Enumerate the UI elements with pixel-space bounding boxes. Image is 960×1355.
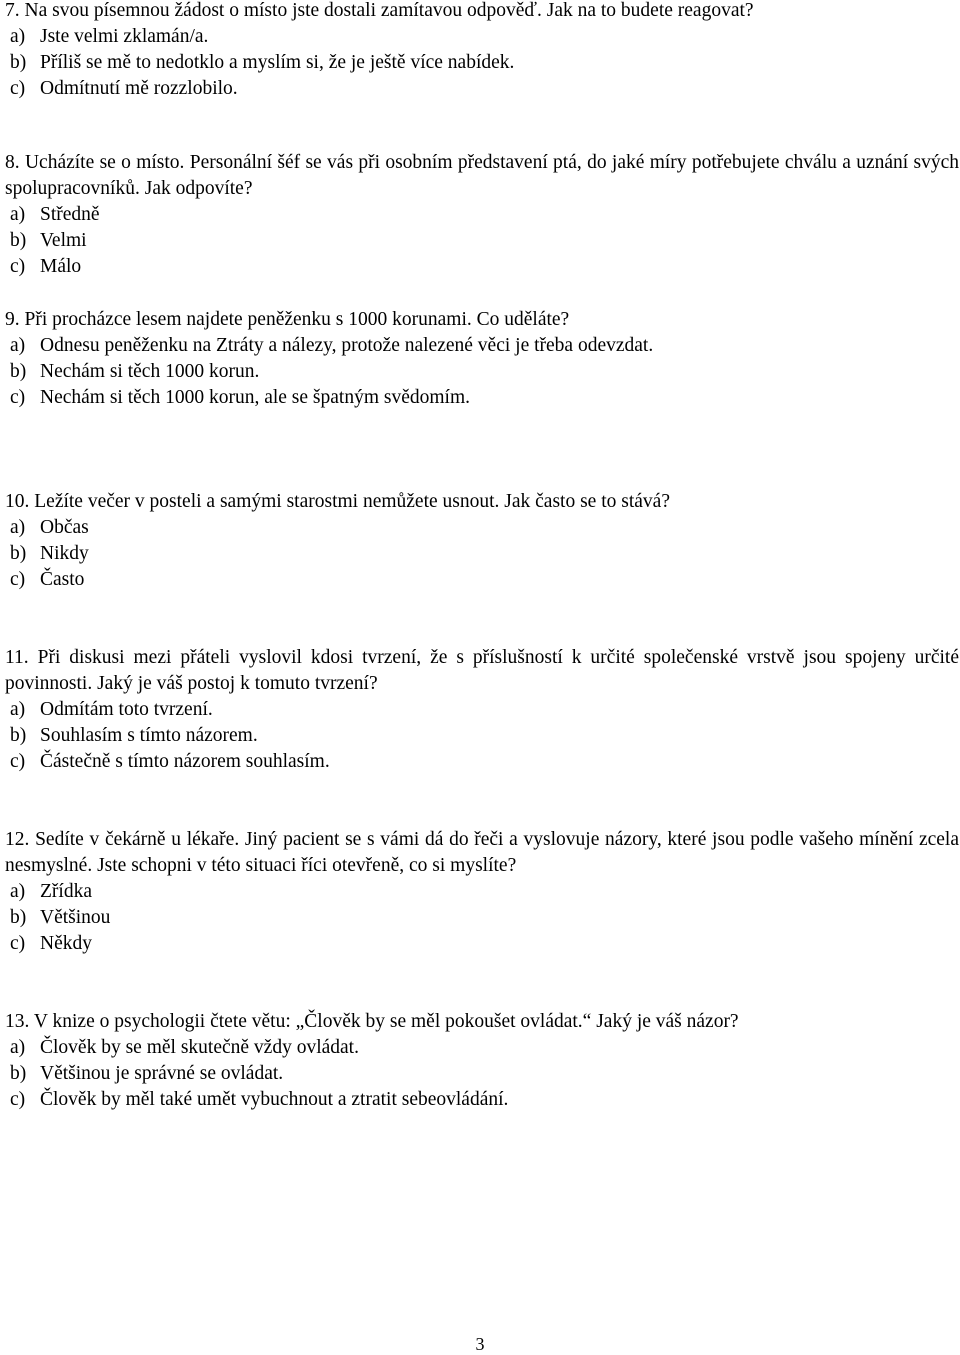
option-text: Občas bbox=[40, 517, 89, 538]
question-text: 9. Při procházce lesem najdete peněženku s 1000 korunami. Co uděláte? bbox=[5, 309, 570, 330]
option-letter: a) bbox=[10, 204, 26, 225]
option-letter: a) bbox=[10, 335, 26, 356]
answer-option-a bbox=[10, 515, 959, 541]
option-letter: b) bbox=[10, 1063, 27, 1084]
option-letter: c) bbox=[10, 569, 26, 590]
question-12 bbox=[5, 827, 959, 957]
option-text: Zřídka bbox=[40, 881, 92, 902]
answer-option-c bbox=[10, 567, 959, 593]
answer-option-c bbox=[10, 1087, 959, 1113]
option-letter: c) bbox=[10, 78, 26, 99]
option-text: Nechám si těch 1000 korun. bbox=[40, 361, 260, 382]
option-text: Někdy bbox=[40, 933, 92, 954]
answer-option-a bbox=[10, 879, 959, 905]
option-text: Člověk by se měl skutečně vždy ovládat. bbox=[40, 1037, 359, 1058]
option-text: Málo bbox=[40, 256, 82, 277]
option-letter: b) bbox=[10, 52, 27, 73]
answer-option-b bbox=[10, 723, 959, 749]
option-letter: a) bbox=[10, 26, 26, 47]
answer-option-c bbox=[10, 749, 959, 775]
option-letter: b) bbox=[10, 230, 27, 251]
option-text: Většinou bbox=[40, 907, 111, 928]
option-letter: b) bbox=[10, 543, 27, 564]
question-10 bbox=[5, 489, 959, 593]
option-text: Příliš se mě to nedotklo a myslím si, že je ještě více nabídek. bbox=[40, 52, 515, 73]
question-text: 7. Na svou písemnou žádost o místo jste dostali zamítavou odpověď. Jak na to budete reagovat? bbox=[5, 0, 754, 21]
answer-options bbox=[5, 333, 959, 411]
answer-option-b bbox=[10, 905, 959, 931]
option-text: Člověk by měl také umět vybuchnout a ztratit sebeovládání. bbox=[40, 1089, 509, 1110]
option-letter: b) bbox=[10, 361, 27, 382]
answer-options bbox=[5, 202, 959, 280]
answer-option-c bbox=[10, 254, 959, 280]
option-text: Částečně s tímto názorem souhlasím. bbox=[40, 751, 330, 772]
question-text: 12. Sedíte v čekárně u lékaře. Jiný pacient se s vámi dá do řeči a vyslovuje názory, které jsou podle vašeho mínění zcela nesmyslné. Jste schopni v této situaci říci otevřeně, co si myslíte? bbox=[5, 829, 959, 876]
answer-option-b bbox=[10, 359, 959, 385]
question-7 bbox=[5, 0, 959, 102]
answer-option-b bbox=[10, 541, 959, 567]
answer-option-b bbox=[10, 50, 959, 76]
answer-option-b bbox=[10, 228, 959, 254]
option-text: Velmi bbox=[40, 230, 87, 251]
page-number: 3 bbox=[475, 1334, 485, 1354]
option-letter: b) bbox=[10, 907, 27, 928]
answer-option-c bbox=[10, 385, 959, 411]
answer-options bbox=[5, 879, 959, 957]
answer-option-a bbox=[10, 202, 959, 228]
option-text: Odmítnutí mě rozzlobilo. bbox=[40, 78, 238, 99]
answer-option-a bbox=[10, 24, 959, 50]
option-letter: c) bbox=[10, 933, 26, 954]
answer-option-b bbox=[10, 1061, 959, 1087]
answer-options bbox=[5, 24, 959, 102]
option-text: Středně bbox=[40, 204, 100, 225]
option-letter: b) bbox=[10, 725, 27, 746]
option-text: Často bbox=[40, 569, 85, 590]
option-text: Odnesu peněženku na Ztráty a nálezy, protože nalezené věci je třeba odevzdat. bbox=[40, 335, 654, 356]
question-8 bbox=[5, 150, 959, 280]
answer-option-c bbox=[10, 76, 959, 102]
option-text: Nechám si těch 1000 korun, ale se špatným svědomím. bbox=[40, 387, 470, 408]
option-text: Odmítám toto tvrzení. bbox=[40, 699, 213, 720]
option-letter: c) bbox=[10, 256, 26, 277]
answer-options bbox=[5, 697, 959, 775]
option-letter: c) bbox=[10, 387, 26, 408]
question-text: 8. Ucházíte se o místo. Personální šéf se vás při osobním představení ptá, do jaké míry potřebujete chválu a uznání svých spolupracovníků. Jak odpovíte? bbox=[5, 152, 959, 199]
option-letter: c) bbox=[10, 1089, 26, 1110]
option-letter: a) bbox=[10, 1037, 26, 1058]
answer-options bbox=[5, 515, 959, 593]
question-13 bbox=[5, 1009, 959, 1113]
answer-options bbox=[5, 1035, 959, 1113]
answer-option-a bbox=[10, 697, 959, 723]
option-text: Většinou je správné se ovládat. bbox=[40, 1063, 284, 1084]
question-text: 10. Ležíte večer v posteli a samými starostmi nemůžete usnout. Jak často se to stává? bbox=[5, 491, 670, 512]
question-text: 13. V knize o psychologii čtete větu: „Člověk by se měl pokoušet ovládat.“ Jaký je váš názor? bbox=[5, 1011, 739, 1032]
option-text: Souhlasím s tímto názorem. bbox=[40, 725, 258, 746]
answer-option-c bbox=[10, 931, 959, 957]
option-letter: a) bbox=[10, 881, 26, 902]
option-letter: a) bbox=[10, 517, 26, 538]
answer-option-a bbox=[10, 333, 959, 359]
question-text: 11. Při diskusi mezi přáteli vyslovil kdosi tvrzení, že s příslušností k určité společenské vrstvě jsou spojeny určité povinnosti. Jaký je váš postoj k tomuto tvrzení? bbox=[5, 647, 959, 694]
question-11 bbox=[5, 645, 959, 775]
answer-option-a bbox=[10, 1035, 959, 1061]
option-letter: a) bbox=[10, 699, 26, 720]
option-letter: c) bbox=[10, 751, 26, 772]
option-text: Nikdy bbox=[40, 543, 89, 564]
question-9 bbox=[5, 307, 959, 411]
option-text: Jste velmi zklamán/a. bbox=[40, 26, 209, 47]
